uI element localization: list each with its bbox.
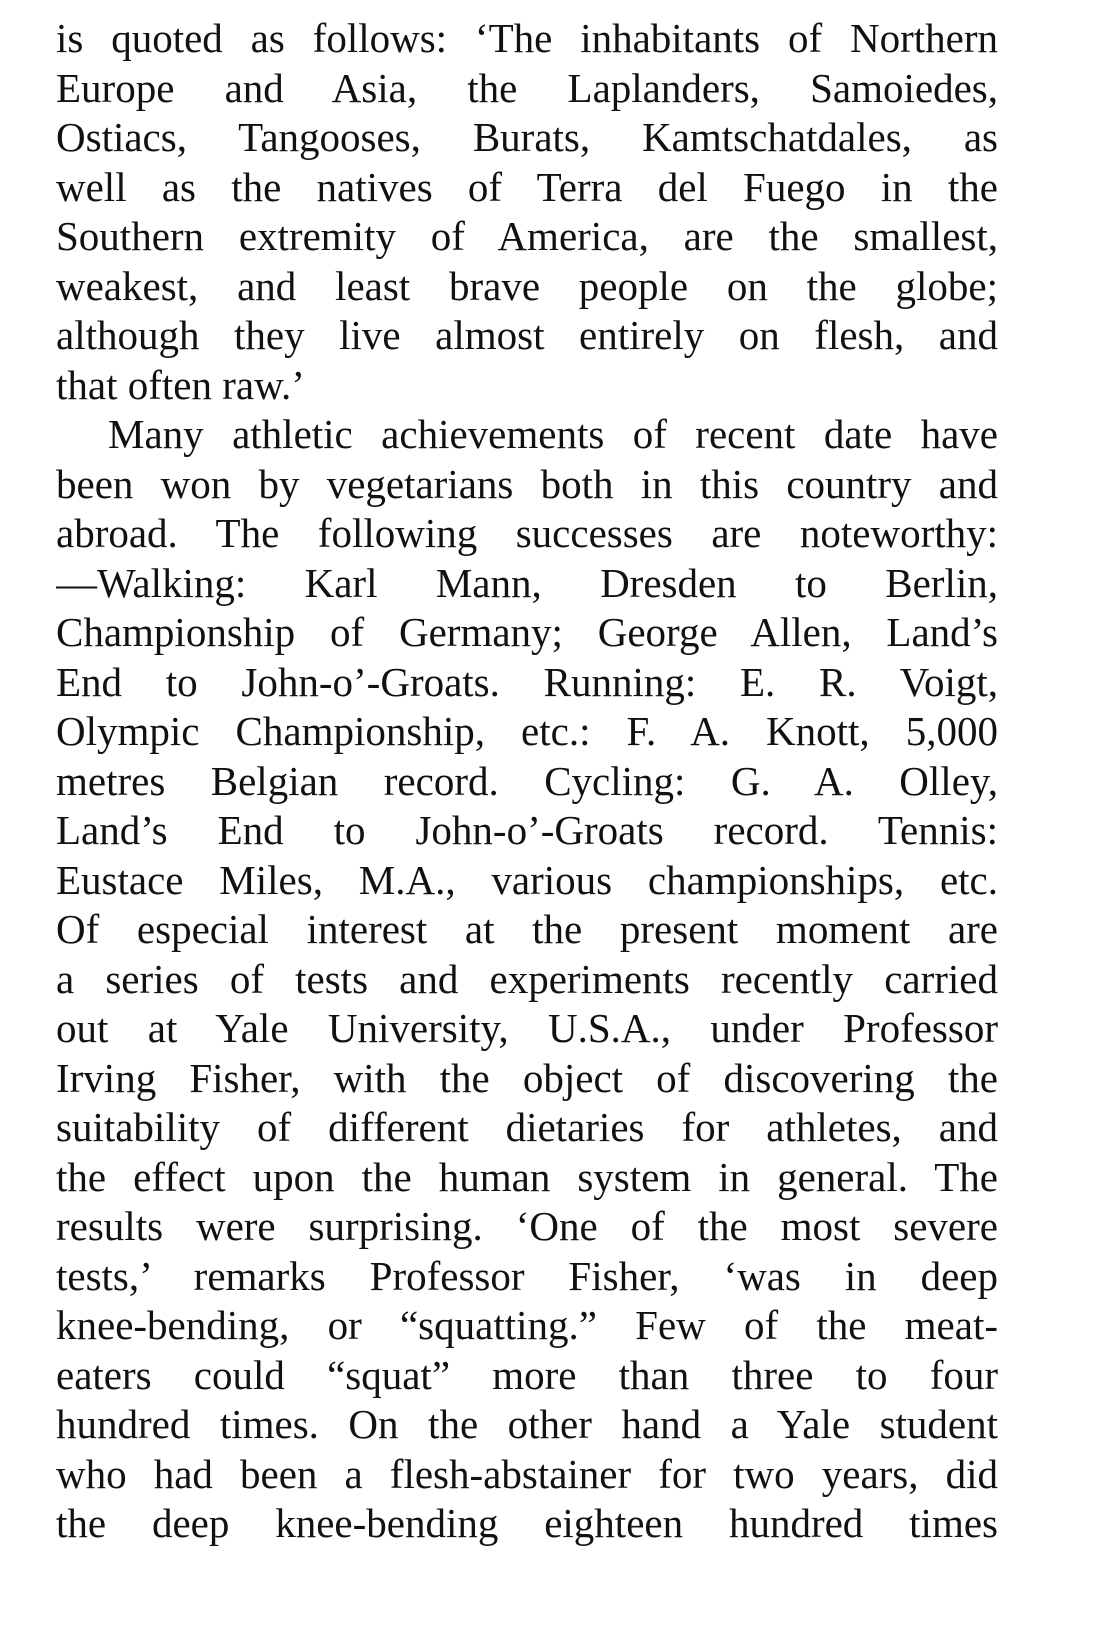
paragraph-quote-end <box>56 14 998 410</box>
text-line: is quoted as follows: ‘The inhabitants of Northern <box>56 15 998 61</box>
text-line: well as the natives of Terra del Fuego in the <box>56 163 998 210</box>
text-line: abroad. The following successes are noteworthy: <box>56 510 998 556</box>
text-line: the effect upon the human system in general. The <box>56 1153 998 1200</box>
text-line: that often raw.’ <box>56 361 305 408</box>
text-line: Ostiacs, Tangooses, Burats, Kamtschatdales, as <box>56 114 998 160</box>
text-line: End to John-o’-Groats. Running: E. R. Voigt, <box>56 658 998 705</box>
text-line: Land’s End to John-o’-Groats record. Tennis: <box>56 807 998 853</box>
text-line: Olympic Championship, etc.: F. A. Knott, 5,000 <box>56 708 998 754</box>
text-line: been won by vegetarians both in this country and <box>56 460 998 507</box>
text-line: tests,’ remarks Professor Fisher, ‘was in deep <box>56 1252 998 1299</box>
text-line: hundred times. On the other hand a Yale student <box>56 1401 998 1447</box>
text-line: results were surprising. ‘One of the most severe <box>56 1203 998 1249</box>
text-line: who had been a flesh-abstainer for two years, did <box>56 1450 998 1497</box>
text-line: Of especial interest at the present moment are <box>56 906 998 952</box>
text-line: Europe and Asia, the Laplanders, Samoiedes, <box>56 64 998 111</box>
text-line: Eustace Miles, M.A., various championships, etc. <box>56 856 998 903</box>
text-line: knee-bending, or “squatting.” Few of the meat- <box>56 1302 998 1348</box>
page-text <box>56 14 998 1549</box>
text-line: eaters could “squat” more than three to four <box>56 1351 998 1398</box>
paragraph-athletic-achievements <box>56 410 998 1549</box>
text-line: Championship of Germany; George Allen, Land’s <box>56 609 998 655</box>
text-line: suitability of different dietaries for athletes, and <box>56 1104 998 1150</box>
text-line: the deep knee-bending eighteen hundred times <box>56 1500 998 1546</box>
text-line: Many athletic achievements of recent date have <box>108 411 998 457</box>
text-line: weakest, and least brave people on the globe; <box>56 262 998 309</box>
text-line: although they live almost entirely on flesh, and <box>56 312 998 358</box>
text-line: out at Yale University, U.S.A., under Professor <box>56 1005 998 1051</box>
text-line: —Walking: Karl Mann, Dresden to Berlin, <box>56 559 998 606</box>
text-line: a series of tests and experiments recently carried <box>56 955 998 1002</box>
text-line: Irving Fisher, with the object of discovering the <box>56 1054 998 1101</box>
text-line: Southern extremity of America, are the smallest, <box>56 213 998 259</box>
text-line: metres Belgian record. Cycling: G. A. Olley, <box>56 757 998 804</box>
